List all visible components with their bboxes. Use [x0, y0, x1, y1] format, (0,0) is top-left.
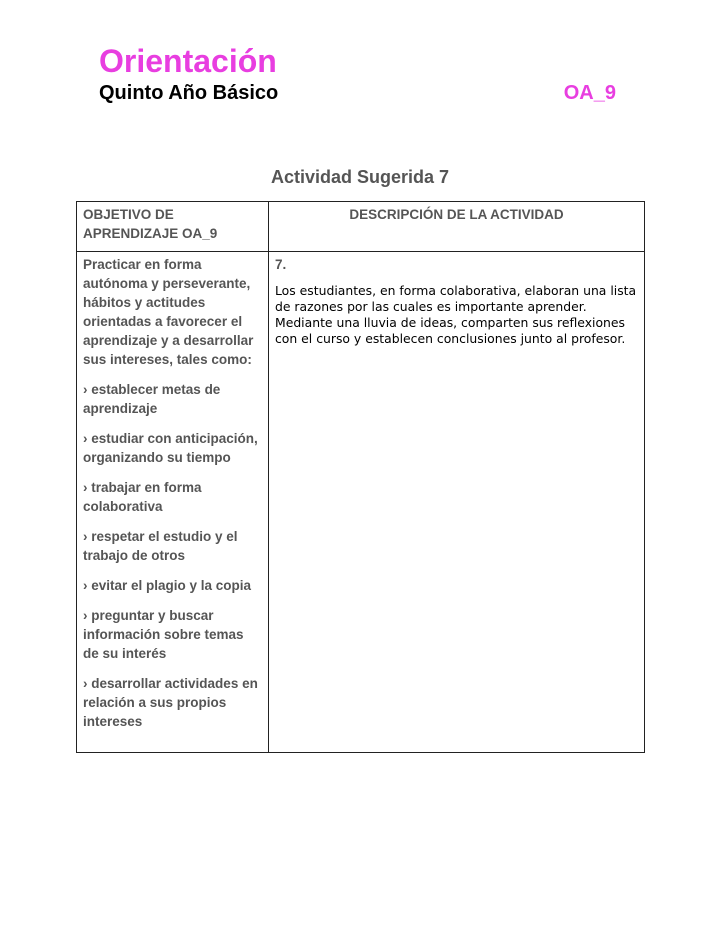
objective-item: › establecer metas de aprendizaje [83, 382, 221, 416]
activity-description: Los estudiantes, en forma colaborativa, elaboran una lista de razones por las cuales es importante aprender. Mediante una lluvia de ideas, comparten sus reflexiones con el curso y establecen conclusiones junto al profesor. [275, 283, 637, 346]
table-row [77, 252, 645, 753]
objective-item: › estudiar con anticipación, organizando su tiempo [83, 431, 258, 465]
objective-intro: Practicar en forma autónoma y perseverante, hábitos y actitudes orientadas a favorecer el aprendizaje y a desarrollar sus intereses, tales como: [83, 257, 254, 367]
activity-heading: Actividad Sugerida 7 [270, 167, 450, 187]
activity-number: 7. [275, 257, 287, 272]
objective-item: › desarrollar actividades en relación a sus propios intereses [83, 676, 258, 729]
description-cell [269, 252, 645, 753]
objective-column-header: OBJETIVO DE APRENDIZAJE OA_9 [77, 202, 269, 252]
activity-table [76, 201, 645, 753]
objective-item: › respetar el estudio y el trabajo de otros [83, 529, 238, 563]
grade-subtitle: Quinto Año Básico [99, 82, 279, 104]
objective-item: › evitar el plagio y la copia [83, 578, 252, 593]
objective-item: › trabajar en forma colaborativa [83, 480, 202, 514]
objective-code: OA_9 [563, 82, 616, 104]
table-header-row [77, 202, 645, 252]
objective-cell [77, 252, 269, 753]
objective-item: › preguntar y buscar información sobre temas de su interés [83, 608, 244, 661]
description-column-header: DESCRIPCIÓN DE LA ACTIVIDAD [269, 202, 645, 252]
subject-title: Orientación [99, 43, 277, 79]
